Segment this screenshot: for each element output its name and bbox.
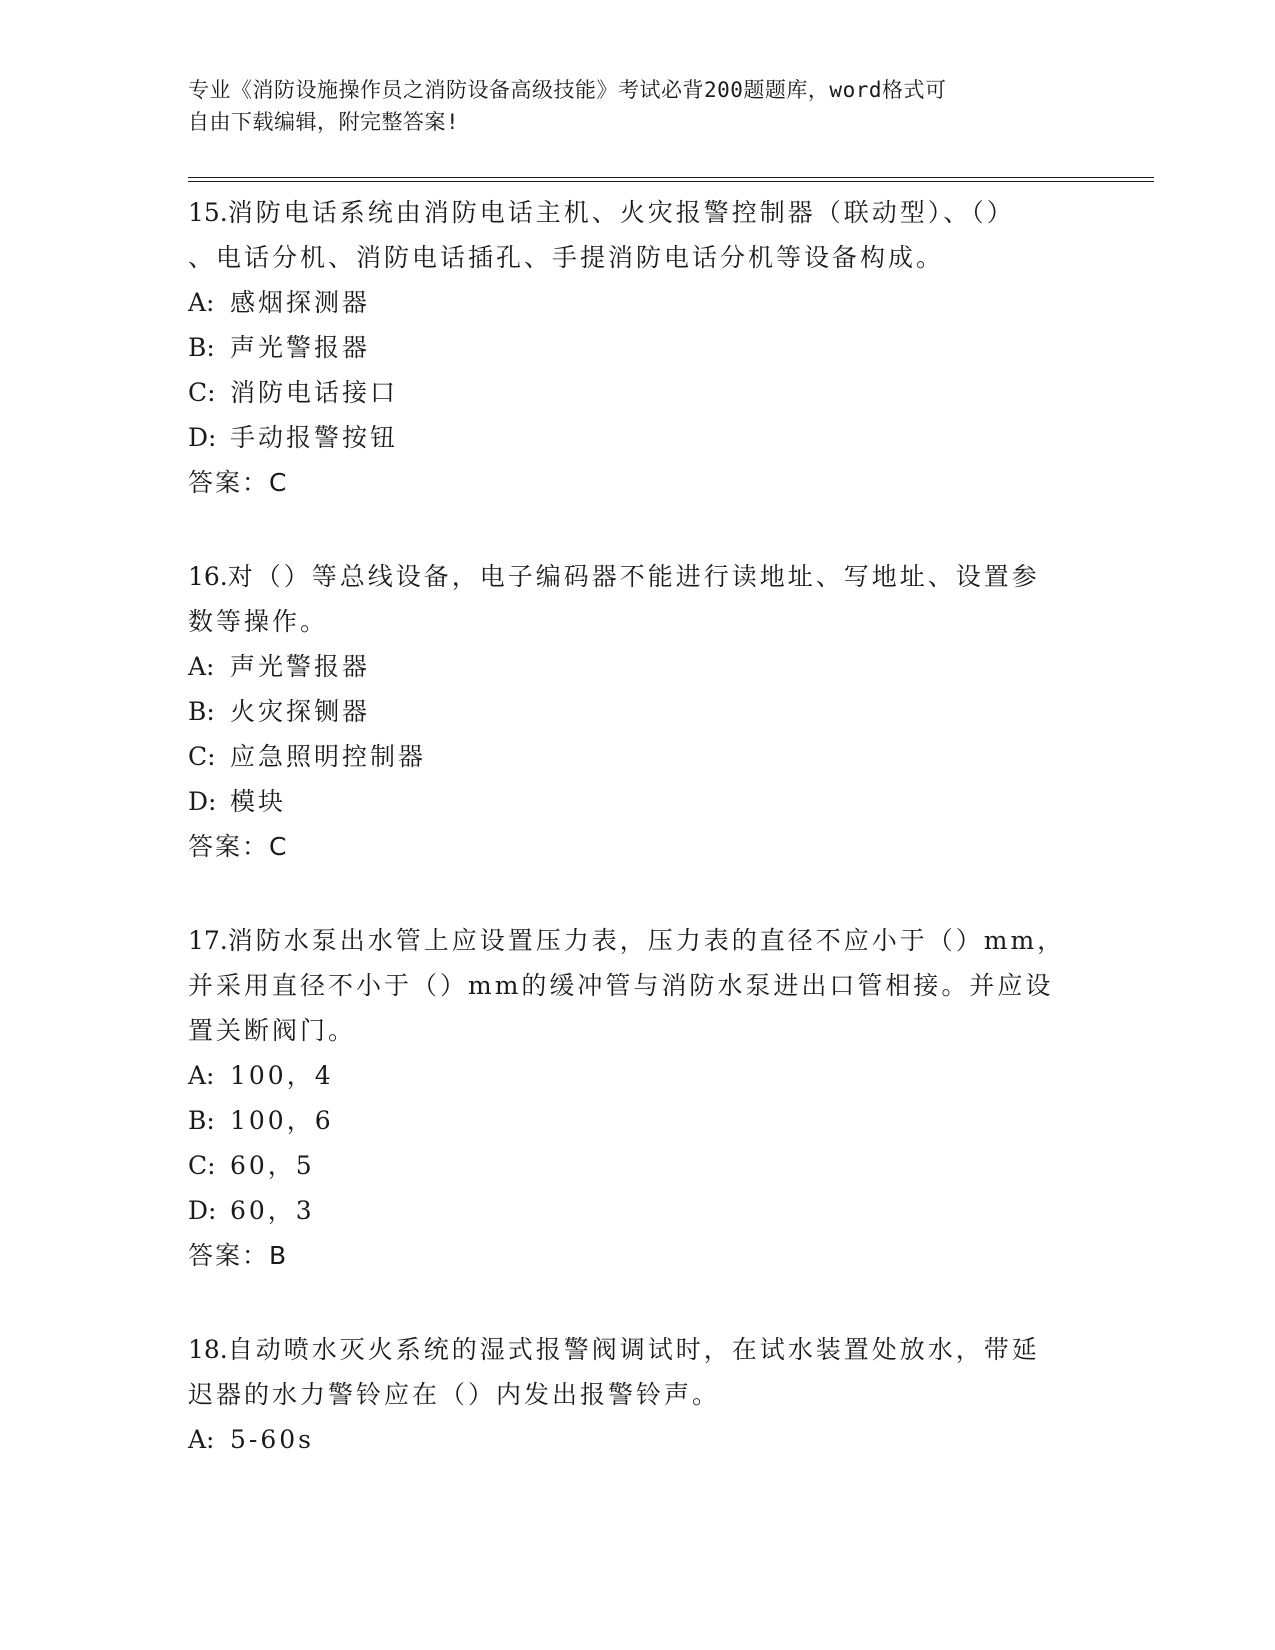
option-a — [188, 280, 1088, 325]
option-text: 5-60s — [230, 1425, 314, 1454]
option-c — [188, 370, 1088, 415]
option-text: 100，4 — [230, 1061, 334, 1090]
option-text: 消防电话接口 — [230, 378, 399, 407]
question-text-line: 置关断阀门。 — [188, 1016, 357, 1045]
option-letter: A: — [188, 1425, 215, 1454]
answer-label: 答案：B — [188, 1241, 289, 1270]
question-number: 18. — [188, 1335, 228, 1364]
header-divider-top — [188, 177, 1154, 178]
option-letter: D: — [188, 1196, 217, 1225]
option-b — [188, 325, 1088, 370]
question-number: 15. — [188, 198, 228, 227]
option-letter: A: — [188, 1061, 215, 1090]
option-letter: D: — [188, 787, 217, 816]
option-text: 60，5 — [230, 1151, 315, 1180]
option-letter: B: — [188, 1106, 215, 1135]
option-a — [188, 644, 1088, 689]
option-text: 声光警报器 — [230, 652, 371, 681]
question-text — [188, 1327, 1088, 1372]
answer-label: 答案：C — [188, 468, 289, 497]
question-text-line: 数等操作。 — [188, 607, 329, 636]
option-text: 手动报警按钮 — [230, 423, 399, 452]
question-text — [188, 190, 1088, 235]
answer-label: 答案：C — [188, 832, 289, 861]
question-number: 16. — [188, 562, 228, 591]
option-text: 声光警报器 — [230, 333, 371, 362]
option-a — [188, 1053, 1088, 1098]
option-c — [188, 734, 1088, 779]
option-c — [188, 1143, 1088, 1188]
option-text: 感烟探测器 — [230, 288, 371, 317]
option-text: 60，3 — [230, 1196, 315, 1225]
question-16 — [188, 554, 1088, 869]
option-letter: C: — [188, 378, 216, 407]
option-text: 应急照明控制器 — [230, 742, 427, 771]
question-text-line: 消防电话系统由消防电话主机、火灾报警控制器（联动型）、（） — [227, 198, 1015, 227]
question-number: 17. — [188, 926, 228, 955]
option-b — [188, 689, 1088, 734]
option-letter: A: — [188, 652, 215, 681]
question-text-line: 对（）等总线设备，电子编码器不能进行读地址、写地址、设置参 — [227, 562, 1040, 591]
question-text-line: 并采用直径不小于（）mm的缓冲管与消防水泵进出口管相接。并应设 — [188, 971, 1054, 1000]
question-text-line: 、电话分机、消防电话插孔、手提消防电话分机等设备构成。 — [188, 243, 945, 272]
option-d — [188, 779, 1088, 824]
question-text-line: 消防水泵出水管上应设置压力表，压力表的直径不应小于（）mm， — [227, 926, 1066, 955]
option-text: 100，6 — [230, 1106, 334, 1135]
option-letter: C: — [188, 1151, 216, 1180]
option-letter: D: — [188, 423, 217, 452]
question-15 — [188, 190, 1088, 505]
option-text: 模块 — [230, 787, 287, 816]
option-b — [188, 1098, 1088, 1143]
header-line-1: 专业《消防设施操作员之消防设备高级技能》考试必背200题题库，word格式可 — [188, 78, 947, 102]
option-letter: B: — [188, 333, 215, 362]
option-letter: B: — [188, 697, 215, 726]
option-d — [188, 415, 1088, 460]
question-text-line: 自动喷水灭火系统的湿式报警阀调试时，在试水装置处放水，带延 — [227, 1335, 1040, 1364]
question-text — [188, 554, 1088, 599]
option-d — [188, 1188, 1088, 1233]
option-letter: A: — [188, 288, 215, 317]
option-text: 火灾探铡器 — [230, 697, 371, 726]
question-17 — [188, 918, 1088, 1278]
question-text-line: 迟器的水力警铃应在（）内发出报警铃声。 — [188, 1380, 721, 1409]
header-divider-bottom — [188, 181, 1154, 182]
question-18 — [188, 1327, 1088, 1462]
document-header — [188, 74, 1088, 138]
header-line-2: 自由下载编辑，附完整答案! — [188, 110, 460, 134]
option-letter: C: — [188, 742, 216, 771]
question-text — [188, 918, 1088, 963]
option-a — [188, 1417, 1088, 1462]
